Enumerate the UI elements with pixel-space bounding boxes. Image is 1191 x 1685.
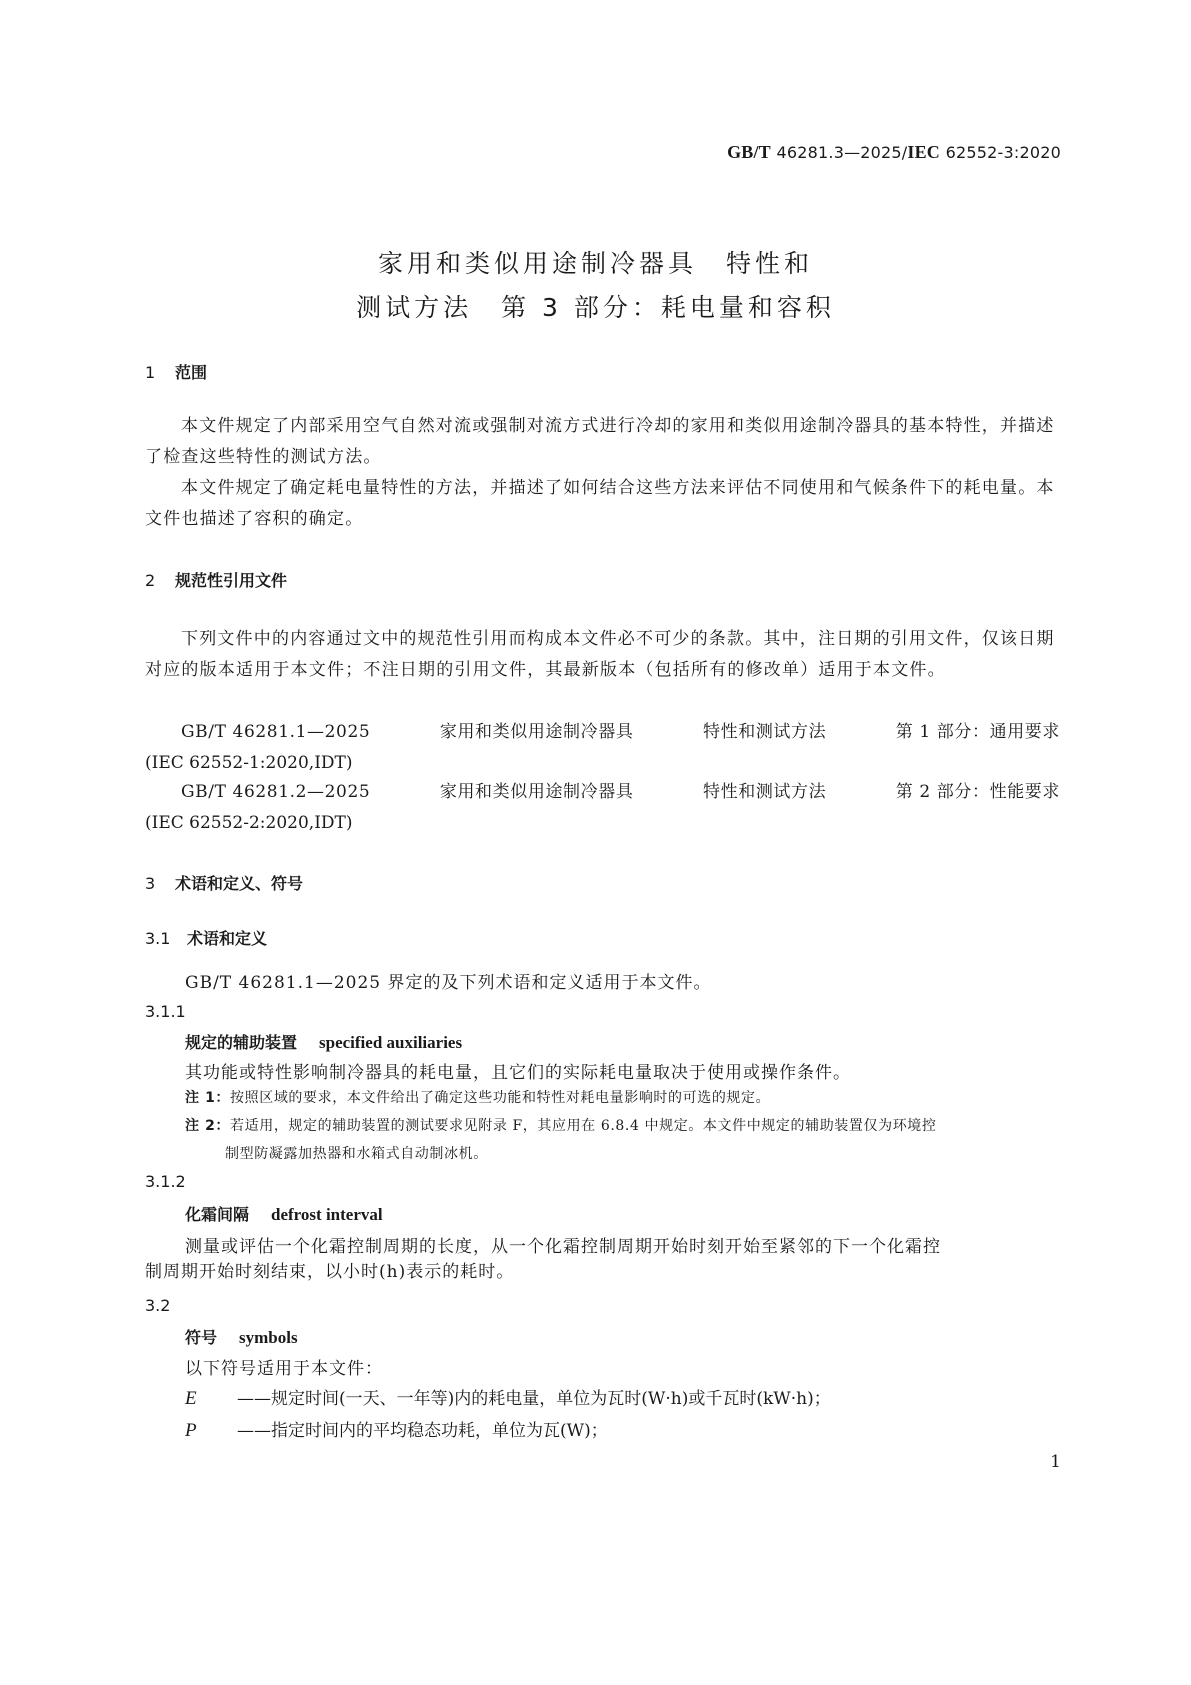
reference-subtitle: 特性和测试方法 bbox=[703, 782, 827, 802]
code-number: 46281.3—2025/ bbox=[776, 143, 908, 162]
term-en: specified auxiliaries bbox=[319, 1033, 463, 1052]
section-3-2-number: 3.2 bbox=[145, 1296, 171, 1315]
symbols-intro: 以下符号适用于本文件： bbox=[185, 1359, 383, 1379]
reference-entry-1 bbox=[145, 717, 1060, 779]
symbol-description: ——规定时间(一天、一年等)内的耗电量，单位为瓦时(W·h)或千瓦时(kW·h)； bbox=[237, 1389, 831, 1409]
note-label: 注 1： bbox=[185, 1090, 231, 1106]
normative-references-paragraph: 下列文件中的内容通过文中的规范性引用而构成本文件必不可少的条款。其中，注日期的引用文件，仅该日期对应的版本适用于本文件；不注日期的引用文件，其最新版本（包括所有的修改单）适用于本文件。 bbox=[145, 629, 1055, 680]
reference-code: GB/T 46281.2—2025 bbox=[181, 782, 371, 802]
standard-code-header bbox=[727, 142, 1061, 163]
section-2-heading bbox=[145, 568, 287, 591]
term-zh: 规定的辅助装置 bbox=[185, 1033, 298, 1052]
term-en: defrost interval bbox=[271, 1205, 383, 1224]
section-number: 3 bbox=[145, 874, 156, 893]
section-number: 2 bbox=[145, 571, 156, 590]
section-title: 术语和定义 bbox=[187, 929, 268, 948]
document-title-line-1: 家用和类似用途制冷器具 特性和 bbox=[377, 249, 813, 278]
term-en: symbols bbox=[239, 1328, 298, 1347]
section-title: 规范性引用文件 bbox=[175, 571, 288, 590]
document-title-line-2: 测试方法 第 3 部分：耗电量和容积 bbox=[356, 293, 835, 322]
section-3-1-heading bbox=[145, 926, 267, 949]
reference-part: 第 2 部分：性能要求 bbox=[895, 782, 1060, 802]
term-zh: 化霜间隔 bbox=[185, 1205, 250, 1224]
note-text: 若适用，规定的辅助装置的测试要求见附录 F，其应用在 6.8.4 中规定。本文件中规定的辅助装置仅为环境控 bbox=[230, 1118, 937, 1134]
term-number-3-1-1: 3.1.1 bbox=[145, 1002, 186, 1021]
note-1 bbox=[185, 1084, 1065, 1112]
term-definition-line-2: 制周期开始时刻结束，以小时(h)表示的耗时。 bbox=[145, 1262, 515, 1282]
section-title: 范围 bbox=[175, 363, 208, 382]
note-2 bbox=[185, 1112, 1065, 1168]
term-definition: 其功能或特性影响制冷器具的耗电量，且它们的实际耗电量取决于使用或操作条件。 bbox=[185, 1063, 851, 1083]
term-number-3-1-2: 3.1.2 bbox=[145, 1172, 186, 1191]
reference-iec: (IEC 62552-1:2020,IDT) bbox=[145, 753, 353, 773]
reference-subtitle: 特性和测试方法 bbox=[703, 722, 827, 742]
iec-number: 62552-3:2020 bbox=[945, 143, 1061, 162]
term-heading-specified-auxiliaries bbox=[185, 1030, 462, 1053]
symbol: E bbox=[185, 1388, 197, 1409]
note-label: 注 2： bbox=[185, 1118, 231, 1134]
reference-iec: (IEC 62552-2:2020,IDT) bbox=[145, 813, 353, 833]
reference-part: 第 1 部分：通用要求 bbox=[895, 722, 1060, 742]
symbol: P bbox=[185, 1420, 197, 1441]
term-heading-defrost-interval bbox=[185, 1202, 383, 1225]
reference-code: GB/T 46281.1—2025 bbox=[181, 722, 371, 742]
reference-name: 家用和类似用途制冷器具 bbox=[439, 722, 634, 742]
term-definition-line-1: 测量或评估一个化霜控制周期的长度，从一个化霜控制周期开始时刻开始至紧邻的下一个化霜控 bbox=[185, 1237, 941, 1257]
section-1-heading bbox=[145, 360, 207, 383]
iec-prefix: IEC bbox=[907, 142, 941, 162]
scope-paragraph-1: 本文件规定了内部采用空气自然对流或强制对流方式进行冷却的家用和类似用途制冷器具的基本特性，并描述了检查这些特性的测试方法。 bbox=[145, 416, 1055, 467]
reference-entry-2 bbox=[145, 777, 1060, 839]
scope-paragraph-2: 本文件规定了确定耗电量特性的方法，并描述了如何结合这些方法来评估不同使用和气候条件下的耗电量。本文件也描述了容积的确定。 bbox=[145, 478, 1055, 529]
section-title: 术语和定义、符号 bbox=[175, 874, 304, 893]
symbol-row-p bbox=[185, 1416, 608, 1442]
section-number: 3.1 bbox=[145, 929, 171, 948]
terms-intro: GB/T 46281.1—2025 界定的及下列术语和定义适用于本文件。 bbox=[185, 973, 712, 993]
page-number: 1 bbox=[1050, 1452, 1061, 1472]
symbol-description: ——指定时间内的平均稳态功耗，单位为瓦(W)； bbox=[237, 1421, 608, 1441]
section-3-heading bbox=[145, 871, 303, 894]
reference-name: 家用和类似用途制冷器具 bbox=[439, 782, 634, 802]
code-prefix: GB/T bbox=[727, 142, 771, 162]
symbol-row-e bbox=[185, 1384, 831, 1410]
section-number: 1 bbox=[145, 363, 156, 382]
note-text-continued: 制型防凝露加热器和水箱式自动制冰机。 bbox=[225, 1146, 488, 1162]
term-zh: 符号 bbox=[185, 1328, 218, 1347]
symbols-heading bbox=[185, 1325, 298, 1348]
note-text: 按照区域的要求，本文件给出了确定这些功能和特性对耗电量影响时的可选的规定。 bbox=[230, 1090, 771, 1106]
